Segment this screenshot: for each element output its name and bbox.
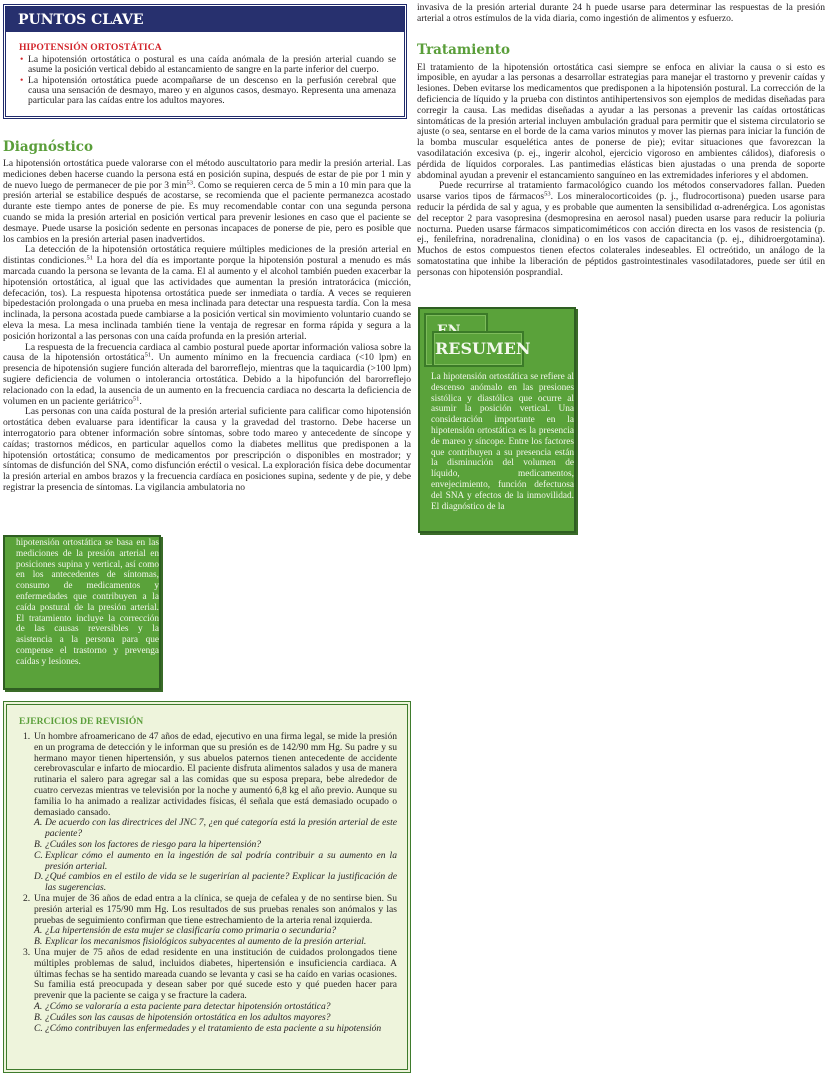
- tratamiento-heading: Tratamiento: [417, 41, 510, 58]
- puntos-clave-item-text: La hipotensión ortostática puede acompañarse de un descenso en la perfusión cerebral que causa una sensación de desmayo, mareo y en algunos casos, desmayo. Representa una amenaza particular para las caídas entre los adultos mayores.: [28, 74, 396, 107]
- bullet-icon: •: [20, 74, 24, 86]
- reference-superscript: 51: [132, 395, 140, 403]
- resumen-box-continued: [3, 535, 161, 690]
- exercise-subquestions: [34, 818, 397, 894]
- diagnostico-paragraph: La detección de la hipotensión ortostática requiere múltiples mediciones de la presión arterial en distintas condiciones.$^{51}$ La hora del día es importante porque la hipotensión postural a menudo es más marcada cuando la persona se levanta de la cama. El al aumento y el alcohol también pueden exacerbar la hipotensión ortostática, al igual que las actividades que aumentan la presión intratorácica (micción, defecación, tos). La respuesta hipotensa ortostática puede ser inmediata o tardía. A veces se requieren bipedestación prolongada o una prueba en mesa inclinada para detectar una respuesta tardía. Con la mesa inclinada, la persona acostada puede cambiarse a la posición vertical sin movimiento voluntario cuando se eleva la mesa. La mesa inclinada también tiene la ventaja de regresar en forma rápida y segura a la posición horizontal a las personas con una caída profunda en la presión arterial.: [3, 244, 411, 342]
- bullet-icon: •: [20, 54, 24, 65]
- reference-superscript: 53: [186, 179, 193, 187]
- puntos-clave-item: [20, 55, 396, 76]
- ejercicios-title: EJERCICIOS DE REVISIÓN: [19, 716, 144, 727]
- exercise-item: [21, 732, 397, 894]
- diagnostico-section: [3, 139, 411, 494]
- exercise-text: Una mujer de 36 años de edad entra a la clínica, se queja de cefalea y de no sentirse bien. Su presión arterial es 175/90 mm Hg. Los resultados de sus pruebas renales son anómalos y las pruebas de seguimiento confirman que tiene estrechamiento de la arteria renal izquierda.: [34, 892, 397, 926]
- puntos-clave-subtitle: HIPOTENSIÓN ORTOSTÁTICA: [19, 42, 162, 53]
- exercise-number: 1.: [23, 731, 31, 742]
- exercise-item: [21, 948, 397, 1034]
- exercise-subquestion: B. Explicar los mecanismos fisiológicos subyacentes al aumento de la presión arterial.: [34, 936, 367, 948]
- reference-superscript: 53: [544, 190, 551, 198]
- puntos-clave-item-text: La hipotensión ortostática o postural es una caída anómala de la presión arterial cuando se asume la posición vertical debido al estancamiento de sangre en la parte inferior del cuerpo.: [28, 54, 396, 76]
- reference-superscript: 51: [144, 351, 152, 359]
- exercise-text: Un hombre afroamericano de 47 años de edad, ejecutivo en una firma legal, se mide la presión en un programa de detección y le informan que su presión es de 142/90 mm Hg. Su padre y su hermano mayor tienen hipertensión, y sus abuelos paternos tienen antecedente de accidente cerebrovascular e infarto de miocardio. El paciente disfruta alimentos salados y usa de manera rutinaria el salero para agregar sal a las comidas que su esposa prepara, bebe alrededor de cuatro cervezas mientras ve televisión por la noche y aumentó 6,8 kg el año previo. Aunque su familia lo ha animado a realizar actividades físicas, él señala que está demasiado ocupado o demasiado cansado.: [34, 731, 397, 818]
- puntos-clave-item: [20, 76, 396, 107]
- resumen-title: RESUMEN: [435, 339, 531, 358]
- diagnostico-paragraph: La respuesta de la frecuencia cardiaca al cambio postural puede aportar información valiosa sobre la causa de la hipotensión ortostática$^{51}$. Un aumento mínimo en la frecuencia cardiaca (<10 lpm) en presencia de hipotensión sugiere función alterada del barorreflejo, mientras que la taquicardia (>100 lpm) sugiere deficiencia de volumen o intolerancia ortostática. Debido a la hipofunción del barorreflejo relacionado con la edad, la ausencia de un aumento en la frecuencia cardiaca no descarta la deficiencia de volumen en un paciente geriátrico$^{51}$.: [3, 341, 412, 407]
- reference-superscript: 51: [86, 254, 93, 262]
- exercise-item: [21, 894, 397, 948]
- tratamiento-paragraph: El tratamiento de la hipotensión ortostática casi siempre se enfoca en aliviar la causa o si esto es imposible, en ayudar a las personas a desarrollar estrategias para manejar el trastorno y prevenir caídas y lesiones. Deben evitarse los medicamentos que predisponen a la hipotensión postural. La corrección de la deficiencia de líquido y la prueba con distintos antihipertensivos son ejemplos de medidas diseñadas para corregir la causa. Las medidas diseñadas a ayudar a las personas a prevenir las caídas ortostáticas sintomáticas de la presión arterial incluyen ambulación gradual para permitir que el sistema circulatorio se ajuste (o sea, sentarse en el borde de la cama varios minutos y mover las piernas para iniciar la función de la bomba muscular esquelética antes de ponerse de pie); evitar situaciones que favorezcan la vasodilatación excesiva (p. ej., ingerir alcohol, ejercicio vigoroso en ambientes cálidos), diaforesis o pérdida de líquidos corporales. Las pantimedias elásticas bien ajustadas o una prenda de soporte abdominal ayudan a prevenir el estancamiento sanguíneo en las extremidades inferiores y el abdomen.: [417, 61, 825, 181]
- resumen-text-part1: La hipotensión ortostática se refiere al descenso anómalo en las presiones sistólica y diastólica que ocurre al asumir la posición vertical. Una consideración importante en la hipotensión ortostática es la presencia de mareo y síncope. Entre los factores que contribuyen a su presencia están la disminución del volumen de líquido, medicamentos, envejecimiento, función defectuosa del SNA y efectos de la inmovilidad. El diagnóstico de la: [431, 372, 574, 512]
- exercise-subquestion: C. ¿Cómo contribuyen las enfermedades y el tratamiento de esta paciente a su hipotensión: [34, 1022, 382, 1034]
- exercise-number: 3.: [23, 946, 31, 958]
- exercise-number: 2.: [23, 892, 31, 904]
- exercise-subquestions: [34, 1002, 397, 1034]
- puntos-clave-list: [6, 55, 404, 106]
- exercise-subquestion: B. ¿Cuáles son las causas de hipotensión ortostática en los adultos mayores?: [34, 1011, 331, 1023]
- resumen-text-part2: hipotensión ortostática se basa en las mediciones de la presión arterial en posiciones supina y vertical, así como en los antecedentes de síntomas, consumo de medicamentos y enfermedades que contribuyen a la caída postural de la presión arterial. El tratamiento incluye la corrección de las causas reversibles y la asistencia a la persona para que compense el trastorno y prevenga caídas y lesiones.: [16, 538, 159, 667]
- diagnostico-heading: Diagnóstico: [3, 139, 94, 155]
- exercise-subquestion: C. Explicar cómo el aumento en la ingestión de sal podría contribuir a su aumento en la presión arterial.: [34, 849, 397, 872]
- ejercicios-list: [7, 732, 407, 1034]
- right-column: [417, 3, 825, 279]
- exercise-subquestion: A. De acuerdo con las directrices del JNC 7, ¿en qué categoría está la presión arterial de este paciente?: [34, 817, 397, 840]
- puntos-clave-box: [3, 4, 407, 119]
- exercise-subquestions: [34, 926, 397, 948]
- diagnostico-paragraph: La hipotensión ortostática puede valorarse con el método auscultatorio para medir la presión arterial. Las mediciones deben hacerse cuando la persona está en posición supina, después de estar de pie por 1 min y de nuevo luego de permanecer de pie por 3 $\min^{53}$. Como se requieren cerca de 5 min a 10 min para que la presión arterial se estabilice después de acostarse, se recomienda que el paciente permanezca acostado durante este tiempo antes de ponerse de pie. Es muy recomendable contar con una segunda persona cuando se mida la presión arterial en posición vertical para prevenir lesiones en caso que el paciente se desmaye. Puede usarse la posición sedente en personas incapaces de ponerse de pie, pero es posible que los cambios en la presión arterial pasen inadvertidos.: [3, 158, 411, 245]
- diagnostico-paragraph: Las personas con una caída postural de la presión arterial suficiente para calificar como hipotensión ortostática deben evaluarse para identificar la causa y la gravedad del trastorno. Debe hacerse un interrogatorio para obtener información sobre síntomas, sobre todo mareo y antecedente de síncope y caídas; trastornos médicos, en particular aquellos como la diabetes mellitus que predisponen a la hipotensión ortostática; consumo de medicamentos por prescripción o disponibles en mostrador; y síntomas de disfunción del SNA, como disfunción eréctil o vesical. La exploración física debe documentar la presión arterial en ambos brazos y la frecuencia cardíaca en posiciones supina, sedente y de pie, y debe registrar la presencia de síntomas. La vigilancia ambulatoria no: [3, 406, 411, 493]
- exercise-text: Una mujer de 75 años de edad residente en una institución de cuidados prolongados tiene múltiples problemas de salud, incluidos diabetes, hipertensión e insuficiencia cardiaca. A últimas fechas se ha sentido mareada cuando se levanta y casi se ha caído en varias ocasiones. Su familia está preocupada y desean saber por qué sucede esto y qué pueden hacer para prevenir que la paciente se caiga y se fracture la cadera.: [34, 946, 397, 1002]
- ejercicios-box: [3, 701, 411, 1073]
- puntos-clave-title: PUNTOS CLAVE: [6, 7, 404, 32]
- exercise-subquestion: A. ¿Cómo se valoraría a esta paciente para detectar hipotensión ortostática?: [34, 1000, 331, 1012]
- continuation-paragraph: invasiva de la presión arterial durante 24 h puede usarse para determinar las respuestas de la presión arterial a otros estímulos de la vida diaria, como ingestión de alimentos y esfuerzo.: [417, 2, 825, 24]
- exercise-subquestion: A. ¿La hipertensión de esta mujer se clasificaría como primaria o secundaria?: [34, 925, 337, 937]
- exercise-subquestion: B. ¿Cuáles son los factores de riesgo para la hipertensión?: [34, 838, 262, 850]
- tratamiento-paragraph: Puede recurrirse al tratamiento farmacológico cuando los métodos conservadores fallan. Pueden usarse varios tipos de fármacos$^{53}$. Los mineralocorticoides (p. j., fludrocortisona) pueden usarse para reducir la pérdida de sal y agua, y es probable que aumenten la sensibilidad α-adrenérgica. Los agonistas del receptor 2 para vasopresina (desmopresina en aerosol nasal) pueden usarse para reducir la poliuria nocturna. Pueden usarse fármacos simpaticomiméticos con acción directa en los vasos de resistencia (p. ej., fenilefrina, noradrenalina, clonidina) o en los vasos de capacitancia (p. ej., dihidroergotamina). Muchos de estos compuestos tienen efectos colaterales indeseables. El octreótido, un análogo de la somatostatina que inhibe la liberación de péptidos gastrointestinales vasodilatadores, puede ser útil en personas con hipotensión posprandial.: [417, 180, 825, 278]
- resumen-box: [418, 307, 576, 533]
- exercise-subquestion: D. ¿Qué cambios en el estilo de vida se le sugerirían al paciente? Explicar la justificación de las sugerencias.: [34, 871, 397, 894]
